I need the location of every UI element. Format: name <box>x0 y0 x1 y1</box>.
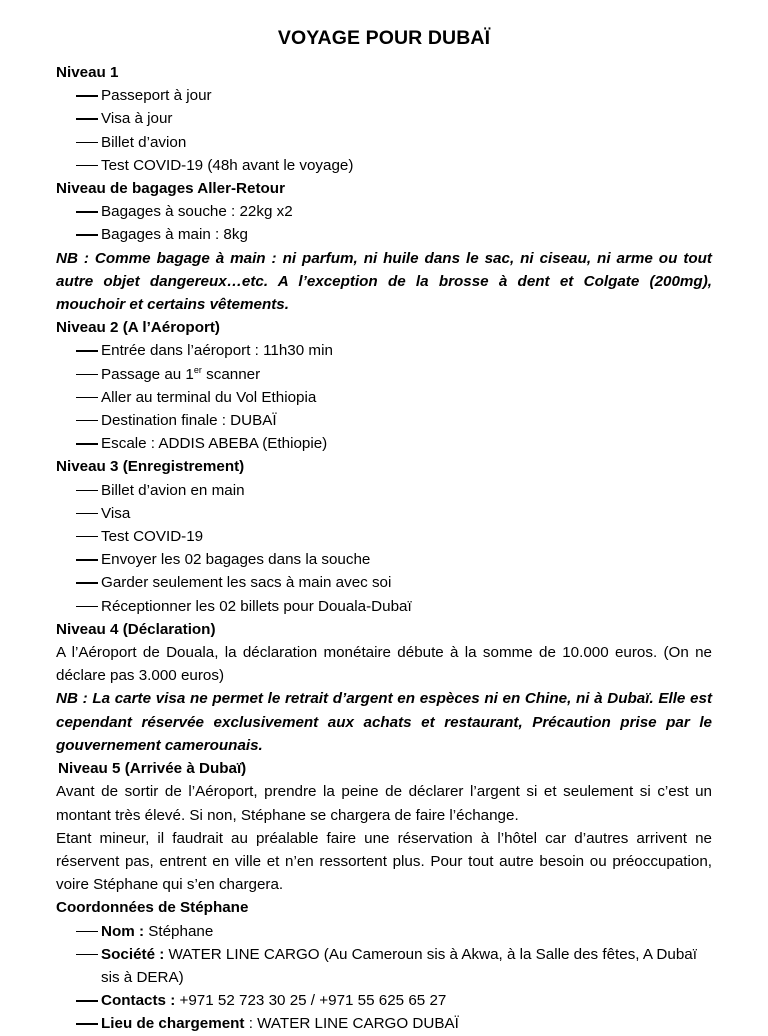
list-item <box>56 989 712 1012</box>
bullet-list <box>56 84 712 177</box>
field-value: WATER LINE CARGO (Au Cameroun sis à Akwa, à la Salle des fêtes, A Dubaï sis à DERA) <box>101 945 697 986</box>
bullet-list <box>56 479 712 618</box>
section-heading: Niveau 4 (Déclaration) <box>56 620 216 638</box>
list-item: Entrée dans l’aéroport : 11h30 min <box>56 339 712 362</box>
paragraph: Avant de sortir de l’Aéroport, prendre la peine de déclarer l’argent si et seulement si c’est un montant très élevé. Si non, Stéphane se chargera de faire l’échange. <box>56 783 712 824</box>
list-item: Passeport à jour <box>56 84 712 107</box>
list-item: Visa <box>56 502 712 525</box>
list-item: Visa à jour <box>56 107 712 130</box>
list-item: Billet d’avion en main <box>56 479 712 502</box>
list-item <box>56 943 712 989</box>
section-heading: Niveau 1 <box>56 64 119 81</box>
nb-note: NB : La carte visa ne permet le retrait d’argent en espèces ni en Chine, ni à Dubaï. Elle est cependant réservée exclusivement aux achats et restaurant, Précaution prise par le gouvernement camerounais. <box>56 690 712 754</box>
list-item-text: Passage au 1 <box>101 365 194 383</box>
paragraph: A l’Aéroport de Douala, la déclaration monétaire débute à la somme de 10.000 euros. (On ne déclare pas 3.000 euros) <box>56 644 712 685</box>
section-heading: Niveau 2 (A l’Aéroport) <box>56 319 220 337</box>
section-heading: Niveau 3 (Enregistrement) <box>56 458 245 476</box>
list-item: Aller au terminal du Vol Ethiopia <box>56 386 712 409</box>
list-item: Bagages à souche : 22kg x2 <box>56 200 712 223</box>
document-title: VOYAGE POUR DUBAÏ <box>277 27 491 49</box>
list-item: Bagages à main : 8kg <box>56 223 712 246</box>
list-item: Test COVID-19 (48h avant le voyage) <box>56 154 712 177</box>
list-item: Escale : ADDIS ABEBA (Ethiopie) <box>56 432 712 455</box>
section-niveau-5 <box>56 757 712 896</box>
list-item: Garder seulement les sacs à main avec soi <box>56 571 712 594</box>
section-niveau-2 <box>56 316 712 455</box>
list-item <box>56 920 712 943</box>
field-value: : WATER LINE CARGO DUBAÏ <box>244 1015 459 1033</box>
section-bagages <box>56 177 712 316</box>
list-item: Test COVID-19 <box>56 525 712 548</box>
field-label: Société : <box>101 945 165 963</box>
list-item: Destination finale : DUBAÏ <box>56 409 712 432</box>
field-label: Contacts : <box>101 992 176 1010</box>
list-item <box>56 363 712 386</box>
section-heading: Coordonnées de Stéphane <box>56 899 249 917</box>
bullet-list <box>56 920 712 1036</box>
section-heading: Niveau 5 (Arrivée à Dubaï) <box>58 760 247 778</box>
paragraph: Etant mineur, il faudrait au préalable faire une réservation à l’hôtel car d’autres arrivent ne réservent pas, entrent en ville et n’en ressortent plus. Pour tout autre besoin ou préoccupation, voire Stéphane qui s’en chargera. <box>56 829 712 894</box>
section-niveau-3 <box>56 455 712 617</box>
field-label: Lieu de chargement <box>101 1015 245 1033</box>
nb-note: NB : Comme bagage à main : ni parfum, ni huile dans le sac, ni ciseau, ni arme ou tout autre objet dangereux…etc. A l’exception de la brosse à dent et Colgate (200mg), mouchoir et certains vêtements. <box>56 249 712 314</box>
list-item: Billet d’avion <box>56 131 712 154</box>
section-heading: Niveau de bagages Aller-Retour <box>56 180 285 198</box>
bullet-list <box>56 339 712 455</box>
field-label: Nom : <box>101 922 145 940</box>
bullet-list <box>56 200 712 246</box>
list-item-text: scanner <box>201 365 261 383</box>
field-value: +971 52 723 30 25 / +971 55 625 65 27 <box>175 992 447 1010</box>
field-value: Stéphane <box>144 922 214 940</box>
superscript: er <box>193 364 202 375</box>
section-niveau-4 <box>56 618 712 757</box>
list-item: Réceptionner les 02 billets pour Douala-Dubaï <box>56 595 712 618</box>
list-item: Envoyer les 02 bagages dans la souche <box>56 548 712 571</box>
section-contacts <box>56 896 712 1035</box>
section-niveau-1 <box>56 61 712 177</box>
